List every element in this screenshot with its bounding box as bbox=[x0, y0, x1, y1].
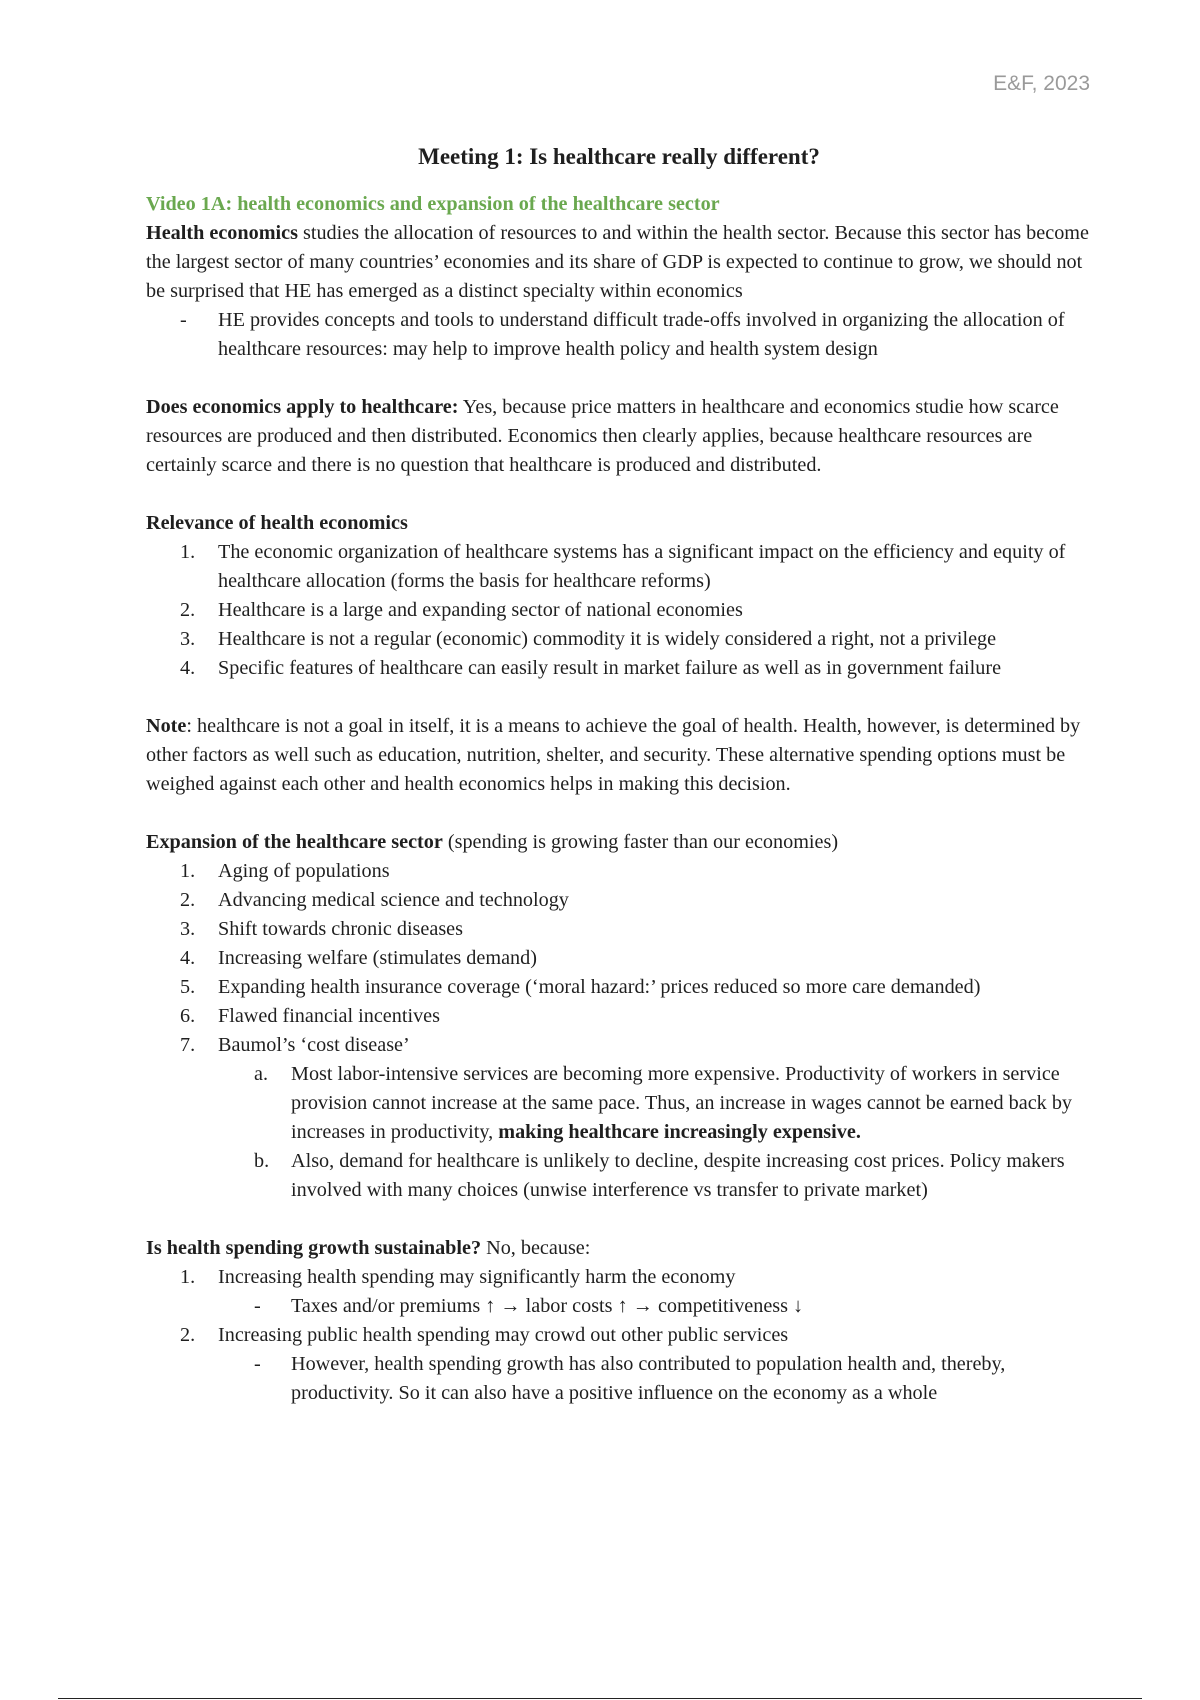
list-item-text: Healthcare is a large and expanding sector of national economies bbox=[218, 599, 743, 621]
list-item bbox=[146, 1321, 1092, 1408]
dash-marker: - bbox=[254, 1353, 261, 1375]
list-item-emphasis: making healthcare increasingly expensive. bbox=[498, 1121, 861, 1143]
list-item-text: Advancing medical science and technology bbox=[218, 889, 569, 911]
note-text: : healthcare is not a goal in itself, it is a means to achieve the goal of health. Health, however, is determined by other factors as well such as education, nutrition, shelter, and security. These alternative spending options must be weighed against each other and health economics helps in making this decision. bbox=[146, 715, 1081, 795]
list-item-text: Shift towards chronic diseases bbox=[218, 918, 464, 940]
list-item bbox=[146, 857, 1092, 886]
list-item bbox=[146, 1031, 1092, 1205]
sustainable-sublist-2 bbox=[218, 1350, 1092, 1408]
list-item-text: Increasing health spending may significantly harm the economy bbox=[218, 1266, 736, 1288]
list-item-text: Baumol’s ‘cost disease’ bbox=[218, 1034, 410, 1056]
list-item bbox=[146, 1060, 1092, 1147]
expansion-heading-text: Expansion of the healthcare sector bbox=[146, 831, 443, 853]
list-item-text: HE provides concepts and tools to understand difficult trade-offs involved in organizing the allocation of healthcare resources: may help to improve health policy and health system design bbox=[218, 309, 1065, 360]
number-marker: 3. bbox=[180, 628, 196, 650]
letter-marker: a. bbox=[254, 1063, 269, 1085]
number-marker: 1. bbox=[180, 541, 196, 563]
list-item bbox=[146, 538, 1092, 596]
list-item bbox=[146, 625, 1092, 654]
number-marker: 6. bbox=[180, 1005, 196, 1027]
list-item bbox=[146, 1350, 1092, 1408]
page-title: Meeting 1: Is healthcare really different? bbox=[418, 144, 820, 169]
section-subtitle: Video 1A: health economics and expansion of the healthcare sector bbox=[146, 193, 720, 215]
list-item-text: Specific features of healthcare can easily result in market failure as well as in government failure bbox=[218, 657, 1002, 679]
intro-paragraph bbox=[146, 219, 1092, 306]
number-marker: 2. bbox=[180, 889, 196, 911]
list-item-text: Expanding health insurance coverage (‘moral hazard:’ prices reduced so more care demanded) bbox=[218, 976, 981, 998]
expansion-heading bbox=[146, 828, 1092, 857]
relevance-heading bbox=[146, 509, 1092, 538]
list-item-text: The economic organization of healthcare systems has a significant impact on the efficiency and equity of healthcare allocation (forms the basis for healthcare reforms) bbox=[218, 541, 1066, 592]
intro-bullets bbox=[146, 306, 1092, 364]
list-item-text: Aging of populations bbox=[218, 860, 390, 882]
expansion-heading-suffix: (spending is growing faster than our economies) bbox=[442, 831, 839, 853]
intro-term: Health economics bbox=[146, 222, 298, 244]
list-item bbox=[146, 944, 1092, 973]
list-item bbox=[146, 886, 1092, 915]
does-apply-term: Does economics apply to healthcare: bbox=[146, 396, 459, 418]
number-marker: 4. bbox=[180, 947, 196, 969]
expansion-list bbox=[146, 857, 1092, 1205]
list-item-text: Flawed financial incentives bbox=[218, 1005, 440, 1027]
document-page bbox=[146, 142, 1092, 1408]
list-item-text: Taxes and/or premiums ↑ → labor costs ↑ → competitiveness ↓ bbox=[291, 1295, 804, 1317]
number-marker: 4. bbox=[180, 657, 196, 679]
list-item bbox=[146, 915, 1092, 944]
list-item-text: Also, demand for healthcare is unlikely to decline, despite increasing cost prices. Policy makers involved with many choices (unwise interference vs transfer to private market) bbox=[291, 1150, 1065, 1201]
list-item bbox=[146, 596, 1092, 625]
relevance-list bbox=[146, 538, 1092, 683]
sustainable-heading-text: Is health spending growth sustainable? bbox=[146, 1237, 482, 1259]
dash-marker: - bbox=[254, 1295, 261, 1317]
list-item bbox=[146, 1147, 1092, 1205]
list-item bbox=[146, 1002, 1092, 1031]
list-item bbox=[146, 973, 1092, 1002]
list-item-text: Most labor-intensive services are becoming more expensive. Productivity of workers in service provision cannot increase at the same pace. Thus, an increase in wages cannot be earned back by increases in productivity, bbox=[291, 1063, 1073, 1143]
number-marker: 3. bbox=[180, 918, 196, 940]
list-item-text: Increasing public health spending may crowd out other public services bbox=[218, 1324, 789, 1346]
sustainable-heading bbox=[146, 1234, 1092, 1263]
list-item-text: Increasing welfare (stimulates demand) bbox=[218, 947, 537, 969]
number-marker: 7. bbox=[180, 1034, 196, 1056]
intro-text: studies the allocation of resources to and within the health sector. Because this sector has become the largest sector of many countries’ economies and its share of GDP is expected to continue to grow, we should not be surprised that HE has emerged as a distinct specialty within economics bbox=[146, 222, 1089, 302]
number-marker: 2. bbox=[180, 1324, 196, 1346]
note-paragraph bbox=[146, 712, 1092, 799]
list-item bbox=[146, 1292, 1092, 1321]
letter-marker: b. bbox=[254, 1150, 270, 1172]
relevance-heading-text: Relevance of health economics bbox=[146, 512, 408, 534]
sustainable-heading-suffix: No, because: bbox=[481, 1237, 591, 1259]
does-apply-paragraph bbox=[146, 393, 1092, 480]
list-item bbox=[146, 306, 1092, 364]
list-item bbox=[146, 1263, 1092, 1321]
list-item-text: Healthcare is not a regular (economic) commodity it is widely considered a right, not a privilege bbox=[218, 628, 997, 650]
list-item-text: However, health spending growth has also contributed to population health and, thereby, productivity. So it can also have a positive influence on the economy as a whole bbox=[291, 1353, 1006, 1404]
number-marker: 1. bbox=[180, 860, 196, 882]
header-note: E&F, 2023 bbox=[993, 72, 1090, 95]
list-item bbox=[146, 654, 1092, 683]
sustainable-list bbox=[146, 1263, 1092, 1408]
note-term: Note bbox=[146, 715, 187, 737]
baumol-sublist bbox=[218, 1060, 1092, 1205]
does-apply-text: Yes, because price matters in healthcare and economics studie how scarce resources are produced and then distributed. Economics then clearly applies, because healthcare resources are certainly scarce and there is no question that healthcare is produced and distributed. bbox=[146, 396, 1059, 476]
number-marker: 2. bbox=[180, 599, 196, 621]
number-marker: 5. bbox=[180, 976, 196, 998]
number-marker: 1. bbox=[180, 1266, 196, 1288]
sustainable-sublist-1 bbox=[218, 1292, 1092, 1321]
dash-marker: - bbox=[180, 309, 187, 331]
page-bottom-divider bbox=[58, 1698, 1142, 1699]
